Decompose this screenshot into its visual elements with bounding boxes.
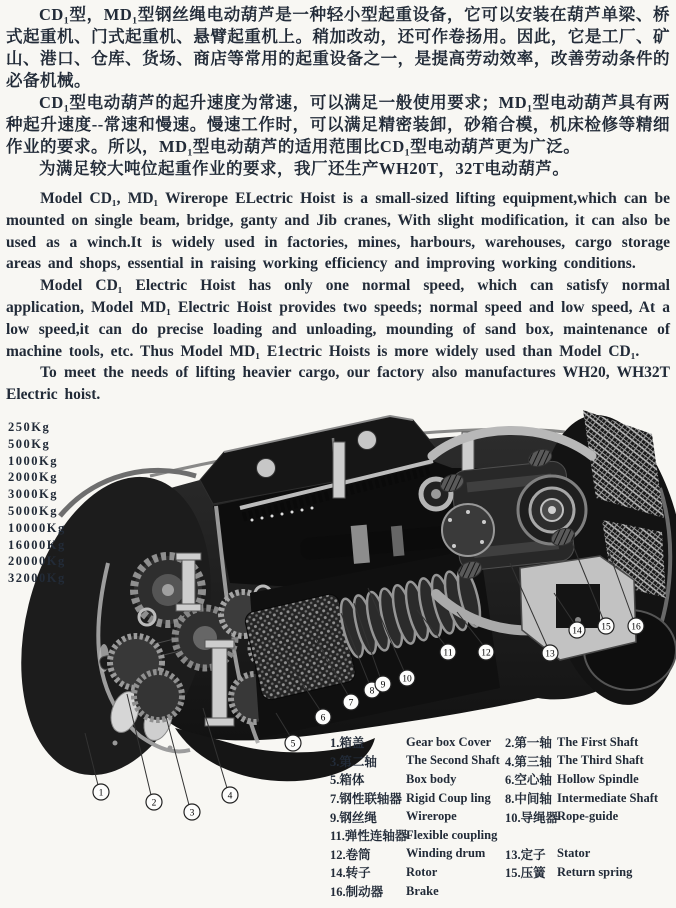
callout-9: [375, 676, 391, 692]
legend-en: Rotor: [406, 864, 438, 879]
legend-en: Gear box Cover: [406, 734, 492, 749]
svg-text:12: 12: [481, 648, 491, 659]
callout-11: [440, 644, 456, 660]
svg-text:6: 6: [320, 713, 326, 724]
legend-row: [330, 789, 674, 808]
svg-text:14: 14: [572, 626, 582, 637]
svg-text:9: 9: [380, 680, 386, 691]
legend-en: Flexible coupling: [406, 827, 498, 842]
svg-text:11: 11: [443, 648, 453, 659]
callout-2: [146, 794, 162, 810]
svg-text:15: 15: [601, 622, 611, 633]
legend-row: [330, 807, 674, 826]
legend-zh: 12.卷筒: [330, 847, 371, 862]
svg-text:7: 7: [348, 698, 354, 709]
legend-en: The Third Shaft: [557, 753, 644, 768]
legend-en: The Second Shaft: [406, 753, 500, 768]
callout-14: [569, 622, 585, 638]
callout-5: [285, 735, 301, 751]
legend-zh: 16.制动器: [330, 885, 384, 900]
legend-zh: 10.导绳器: [505, 810, 559, 825]
legend-zh: 14.转子: [330, 866, 371, 881]
capacity-item: 10000Kg: [8, 520, 66, 535]
legend-row: [330, 826, 674, 845]
legend-zh: 3.第二轴: [330, 754, 377, 769]
capacity-item: 16000Kg: [8, 537, 66, 552]
svg-text:4: 4: [227, 791, 233, 802]
svg-text:3: 3: [189, 808, 195, 819]
capacity-item: 5000Kg: [8, 503, 58, 518]
legend-row: [330, 845, 674, 864]
capacity-item: 1000Kg: [8, 453, 58, 468]
legend-en: Wirerope: [406, 809, 457, 824]
paragraph-zh-1: CD₁型，MD₁型钢丝绳电动葫芦是一种轻小型起重设备，它可以安装在葫芦单梁、桥式起重机、门式起重机、悬臂起重机上。稍加改动，还可作卷扬用。因此，它是工厂、矿山、港口、仓库、货场、商店等常用的起重设备之一，是提高劳动效率，改善劳动条件的必备机械。: [6, 5, 670, 90]
callout-15: [598, 618, 614, 634]
legend-zh: 6.空心轴: [505, 773, 552, 788]
english-text-block: [6, 188, 670, 406]
legend-row: [330, 863, 674, 882]
paragraph-en-1: Model CD₁, MD₁ Wirerope ELectric Hoist is a small-sized lifting equipment,which can be mounted on single beam, bridge, ganty and Jib cranes, With slight modification, it can also be used as a winch.It is widely used in factories, mines, harbours, warehouses, cargo storage areas and shops, essential in raising working efficiency and improving working conditions.: [6, 190, 670, 273]
capacity-item: 20000Kg: [8, 554, 66, 569]
callout-12: [478, 644, 494, 660]
callout-10: [399, 670, 415, 686]
legend-en: Rope-guide: [557, 809, 619, 824]
callout-16: [628, 618, 644, 634]
bracket-hole: [358, 431, 377, 450]
legend-zh: 15.压簧: [505, 866, 546, 881]
legend-zh: 1.箱盖: [330, 736, 365, 751]
capacity-item: 32000Kg: [8, 571, 66, 586]
legend-row: [330, 752, 674, 771]
legend-en: Hollow Spindle: [557, 771, 639, 786]
legend-zh: 4.第三轴: [505, 754, 552, 769]
chinese-text-block: [6, 4, 670, 180]
legend-row: [330, 770, 674, 789]
svg-text:8: 8: [369, 686, 375, 697]
legend-en: The First Shaft: [557, 734, 639, 749]
capacity-item: 3000Kg: [8, 487, 58, 502]
legend-zh: 13.定子: [505, 847, 546, 862]
svg-text:16: 16: [631, 622, 641, 633]
legend-zh: 9.钢丝绳: [330, 810, 377, 825]
svg-text:13: 13: [545, 649, 555, 660]
legend-zh: 5.箱体: [330, 773, 365, 788]
legend-zh: 11.弹性连轴器: [330, 829, 408, 844]
paragraph-zh-3: 为满足较大吨位起重作业的要求，我厂还生产WH20T，32T电动葫芦。: [39, 159, 570, 178]
legend-en: Stator: [557, 846, 591, 861]
legend-zh: 8.中间轴: [505, 792, 552, 807]
legend-en: Box body: [406, 771, 457, 786]
legend-en: Brake: [406, 883, 439, 898]
legend-en: Return spring: [557, 864, 633, 879]
callout-6: [315, 709, 331, 725]
parts-legend: [330, 733, 674, 900]
bracket-hole: [257, 459, 276, 478]
svg-text:2: 2: [151, 798, 157, 809]
capacity-item: 250Kg: [8, 420, 51, 434]
legend-row: [330, 733, 674, 752]
legend-zh: 7.钢性联轴器: [330, 792, 402, 807]
callout-3: [184, 804, 200, 820]
legend-en: Rigid Coup ling: [406, 790, 491, 805]
legend-zh: 2.第一轴: [505, 736, 552, 751]
legend-row: [330, 882, 674, 901]
paragraph-en-3: To meet the needs of lifting heavier cargo, our factory also manufactures WH20, WH32T Electric hoist.: [6, 364, 670, 404]
capacity-item: 2000Kg: [8, 470, 58, 485]
callout-13: [542, 645, 558, 661]
paragraph-zh-2: CD₁型电动葫芦的起升速度为常速，可以满足一般使用要求；MD₁型电动葫芦具有两种起升速度--常速和慢速。慢速工作时，可以满足精密装卸，砂箱合模，机床检修等精细作业的要求。所以，MD₁型电动葫芦的适用范围比CD₁型电动葫芦更为广泛。: [6, 93, 670, 156]
callout-7: [343, 694, 359, 710]
capacity-list: [8, 419, 66, 587]
legend-en: Winding drum: [406, 846, 486, 861]
paragraph-en-2: Model CD₁ Electric Hoist has only one normal speed, which can satisfy normal application, Model MD₁ Electric Hoist provides two speeds; normal speed and low speed, At a low speed,it can do precise loading and unloading, mounding of sand box, maintenance of machine tools, etc. Thus Model MD₁ E1ectric Hoists is more widely used than Model CD₁.: [6, 277, 670, 360]
legend-en: Intermediate Shaft: [557, 790, 659, 805]
svg-text:5: 5: [290, 739, 296, 750]
svg-text:1: 1: [98, 788, 104, 799]
callout-1: [93, 784, 109, 800]
svg-text:10: 10: [402, 674, 412, 685]
callout-4: [222, 787, 238, 803]
capacity-item: 500Kg: [8, 436, 51, 451]
